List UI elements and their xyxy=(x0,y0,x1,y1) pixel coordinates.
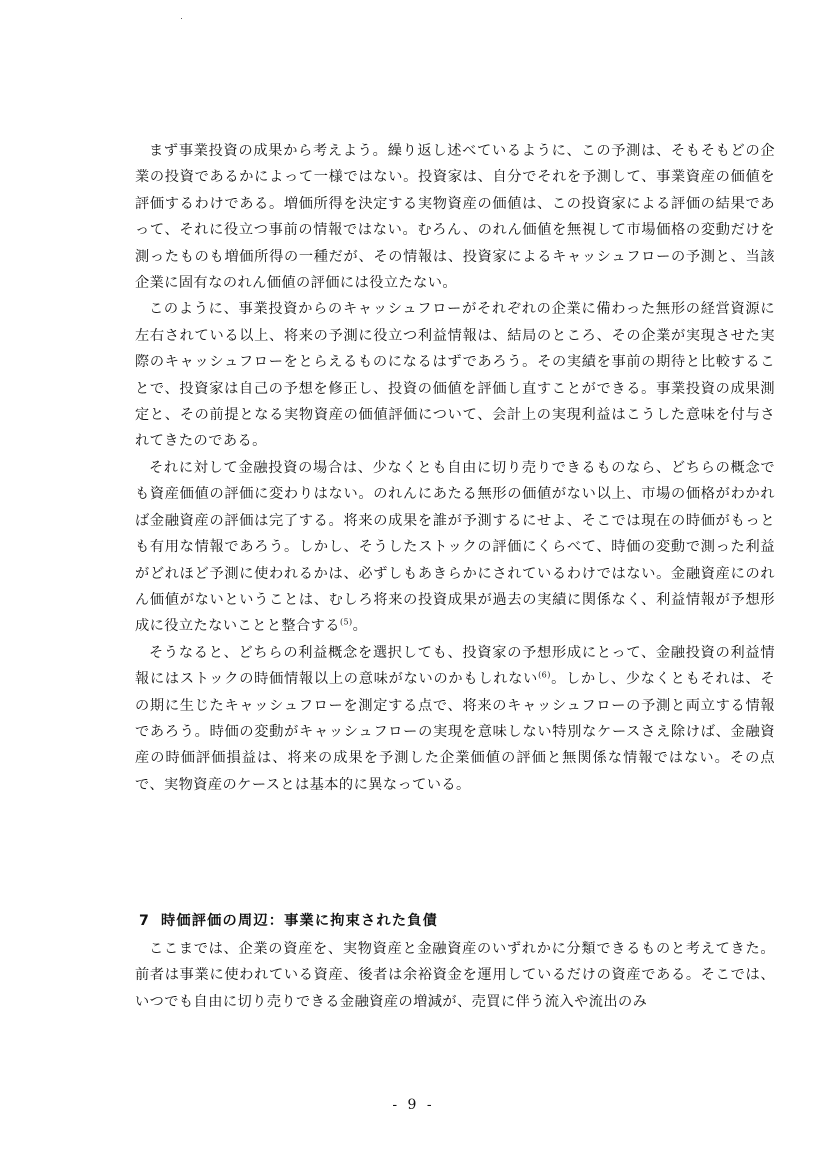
section-title: 時価評価の周辺：事業に拘束された負債 xyxy=(161,913,438,929)
paragraph-profit-concept xyxy=(135,640,775,798)
body-text xyxy=(135,138,775,798)
paragraph-text: それに対して金融投資の場合は、少なくとも自由に切り売りできるものなら、どちらの概念でも資産価値の評価に変わりはない。のれんにあたる無形の価値がない以上、市場の価格がわかれば金融資産の評価は完了する。将来の成果を誰が予測するにせよ、そこでは現在の時価がもっとも有用な情報であろう。しかし、そうしたストックの評価にくらべて、時価の変動で測った利益がどれほど予測に使われるかは、必ずしもあきらかにされているわけではない。金融資産にのれん価値がないということは、むしろ将来の投資成果が過去の実績に関係なく、利益情報が予想形成に役立たないことと整合する xyxy=(135,459,775,635)
footnote-marker: (6) xyxy=(538,670,551,680)
paragraph-business-investment xyxy=(135,138,775,296)
section-paragraph xyxy=(135,936,775,1015)
section-7 xyxy=(135,908,775,1015)
paragraph-financial-investment xyxy=(135,455,775,640)
paragraph-text: そうなると、どちらの利益概念を選択しても、投資家の予想形成にとって、金融投資の利益情報にはストックの時価情報以上の意味がないのかもしれない xyxy=(135,644,775,688)
paragraph-text: まず事業投資の成果から考えよう。繰り返し述べているように、この予測は、そもそもどの企業の投資であるかによって一様ではない。投資家は、自分でそれを予測して、事業資産の価値を評価するわけである。増価所得を決定する実物資産の価値は、この投資家による評価の結果であって、それに役立つ事前の情報ではない。むろん、のれん価値を無視して市場価格の変動だけを測ったものも増価所得の一種だが、その情報は、投資家によるキャッシュフローの予測と、当該企業に固有なのれん価値の評価には役立たない。 xyxy=(135,143,775,292)
section-heading xyxy=(135,908,775,934)
paragraph-text-tail: 。しかし、少なくともそれは、その期に生じたキャッシュフローを測定する点で、将来のキャッシュフローの予測と両立する情報であろう。時価の変動がキャッシュフローの実現を意味しない特別なケースさえ除けば、金融資産の時価評価損益は、将来の成果を予測した企業価値の評価と無関係な情報ではない。その点で、実物資産のケースとは基本的に異なっている。 xyxy=(135,671,775,793)
paragraph-realized-profit xyxy=(135,296,775,454)
paragraph-text-tail: 。 xyxy=(352,618,368,635)
section-number: 7 xyxy=(139,913,151,929)
page-number: - 9 - xyxy=(392,1097,435,1113)
footnote-marker: (5) xyxy=(339,617,353,627)
scan-speck xyxy=(181,18,182,19)
paragraph-text: ここまでは、企業の資産を、実物資産と金融資産のいずれかに分類できるものと考えてきた。前者は事業に使われている資産、後者は余裕資金を運用しているだけの資産である。そこでは、いつでも自由に切り売りできる金融資産の増減が、売買に伴う流入や流出のみ xyxy=(135,941,775,1010)
paragraph-text: このように、事業投資からのキャッシュフローがそれぞれの企業に備わった無形の経営資源に左右されている以上、将来の予測に役立つ利益情報は、結局のところ、その企業が実現させた実際のキャッシュフローをとらえるものになるはずであろう。その実績を事前の期待と比較することで、投資家は自己の予想を修正し、投資の価値を評価し直すことができる。事業投資の成果測定と、その前提となる実物資産の価値評価について、会計上の実現利益はこうした意味を付与されてきたのである。 xyxy=(135,301,775,450)
